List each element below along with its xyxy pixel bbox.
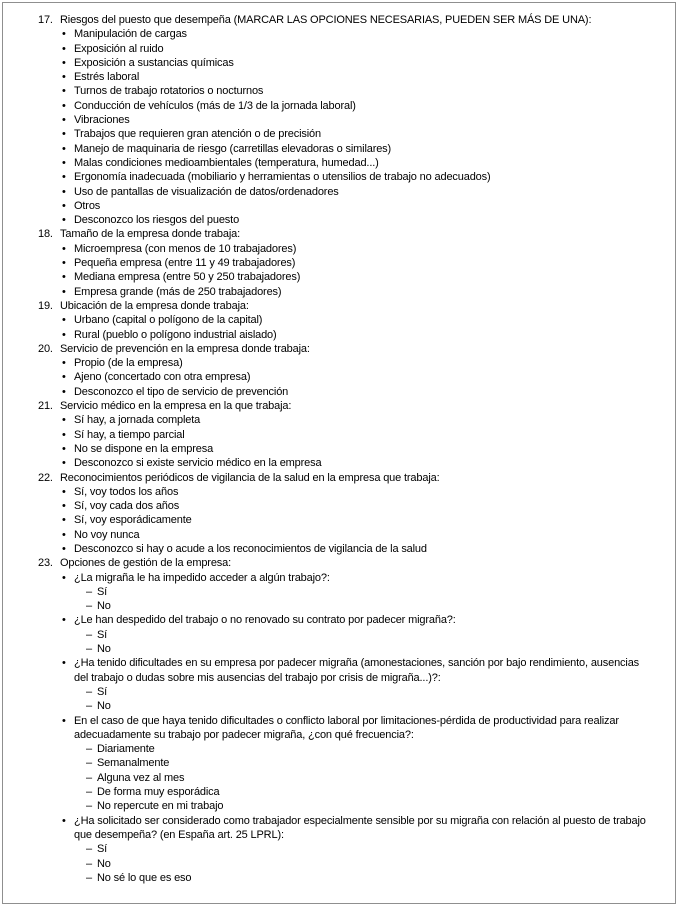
option-row (38, 99, 648, 113)
option-text: ¿Le han despedido del trabajo o no renovado su contrato por padecer migraña?: (74, 614, 456, 627)
sub-option-text: No (97, 700, 111, 713)
option-text: Sí, voy cada dos años (74, 500, 180, 513)
option-row (38, 328, 648, 342)
bullet-icon: • (62, 528, 66, 541)
sub-option-row (38, 585, 648, 599)
option-text: Exposición al ruido (74, 42, 164, 55)
bullet-icon: • (62, 514, 66, 527)
bullet-icon: • (62, 128, 66, 141)
question-row (38, 471, 648, 485)
dash-icon: – (86, 871, 92, 884)
option-row (38, 542, 648, 556)
question-block (38, 471, 648, 557)
bullet-icon: • (62, 214, 66, 227)
option-row (38, 370, 648, 384)
sub-option-row (38, 785, 648, 799)
dash-icon: – (86, 786, 92, 799)
option-row (38, 499, 648, 513)
option-row (38, 156, 648, 170)
bullet-icon: • (62, 28, 66, 41)
sub-option-row (38, 799, 648, 813)
sub-option-text: No (97, 643, 111, 656)
option-text: En el caso de que haya tenido dificultades o conflicto laboral por limitaciones-pérdida de productividad para realizar adecuadamente su trabajo por padecer migraña, ¿con qué frecuencia?: (74, 714, 619, 741)
option-row (38, 613, 648, 627)
question-text: Opciones de gestión de la empresa: (60, 557, 232, 570)
sub-option-row (38, 642, 648, 656)
sub-option-row (38, 599, 648, 613)
sub-option-text: Sí (97, 685, 108, 698)
option-text: Estrés laboral (74, 71, 140, 84)
option-row (38, 356, 648, 370)
question-number: 22. (38, 471, 53, 484)
sub-option-row (38, 685, 648, 699)
option-row (38, 213, 648, 227)
dash-icon: – (86, 685, 92, 698)
bullet-icon: • (62, 542, 66, 555)
option-text: ¿Ha solicitado ser considerado como trabajador especialmente sensible por su migraña con relación al puesto de trabajo que desempeña? (en España art. 25 LPRL): (74, 814, 646, 841)
dash-icon: – (86, 743, 92, 756)
bullet-icon: • (62, 500, 66, 513)
bullet-icon: • (62, 156, 66, 169)
sub-option-text: No (97, 600, 111, 613)
option-text: Manejo de maquinaria de riesgo (carretillas elevadoras o similares) (74, 142, 392, 155)
dash-icon: – (86, 771, 92, 784)
question-text: Servicio médico en la empresa en la que trabaja: (60, 400, 292, 413)
dash-icon: – (86, 585, 92, 598)
option-row (38, 428, 648, 442)
sub-option-text: Alguna vez al mes (97, 771, 185, 784)
option-text: Manipulación de cargas (74, 28, 187, 41)
dash-icon: – (86, 800, 92, 813)
question-number: 23. (38, 557, 53, 570)
bullet-icon: • (62, 457, 66, 470)
sub-option-text: No (97, 857, 111, 870)
bullet-icon: • (62, 428, 66, 441)
sub-option-row (38, 842, 648, 856)
option-text: Turnos de trabajo rotatorios o nocturnos (74, 85, 264, 98)
bullet-icon: • (62, 242, 66, 255)
bullet-icon: • (62, 485, 66, 498)
bullet-icon: • (62, 285, 66, 298)
dash-icon: – (86, 843, 92, 856)
bullet-icon: • (62, 142, 66, 155)
dash-icon: – (86, 628, 92, 641)
sub-option-text: Sí (97, 585, 108, 598)
bullet-icon: • (62, 571, 66, 584)
option-row (38, 242, 648, 256)
sub-option-row (38, 628, 648, 642)
option-text: Otros (74, 199, 101, 212)
sub-option-text: No sé lo que es eso (97, 871, 192, 884)
option-text: Desconozco si existe servicio médico en la empresa (74, 457, 322, 470)
bullet-icon: • (62, 371, 66, 384)
option-text: Conducción de vehículos (más de 1/3 de la jornada laboral) (74, 99, 356, 112)
sub-option-row (38, 871, 648, 885)
option-row (38, 571, 648, 585)
question-list (38, 13, 648, 885)
question-block (38, 399, 648, 470)
option-row (38, 113, 648, 127)
dash-icon: – (86, 757, 92, 770)
bullet-icon: • (62, 257, 66, 270)
bullet-icon: • (62, 42, 66, 55)
bullet-icon: • (62, 71, 66, 84)
option-text: Mediana empresa (entre 50 y 250 trabajadores) (74, 271, 301, 284)
option-row (38, 413, 648, 427)
option-row (38, 285, 648, 299)
option-row (38, 456, 648, 470)
bullet-icon: • (62, 614, 66, 627)
option-row (38, 42, 648, 56)
option-row (38, 528, 648, 542)
question-row (38, 399, 648, 413)
question-block (38, 13, 648, 227)
bullet-icon: • (62, 657, 66, 670)
dash-icon: – (86, 700, 92, 713)
bullet-icon: • (62, 814, 66, 827)
sub-option-row (38, 699, 648, 713)
question-row (38, 13, 648, 27)
option-row (38, 170, 648, 184)
option-text: Sí hay, a tiempo parcial (74, 428, 185, 441)
sub-option-text: Semanalmente (97, 757, 170, 770)
option-row (38, 27, 648, 41)
option-text: Ajeno (concertado con otra empresa) (74, 371, 251, 384)
bullet-icon: • (62, 185, 66, 198)
option-text: Trabajos que requieren gran atención o de precisión (74, 128, 321, 141)
bullet-icon: • (62, 442, 66, 455)
option-text: Sí, voy todos los años (74, 485, 179, 498)
question-row (38, 227, 648, 241)
sub-option-row (38, 756, 648, 770)
bullet-icon: • (62, 171, 66, 184)
option-text: Propio (de la empresa) (74, 357, 183, 370)
bullet-icon: • (62, 99, 66, 112)
question-text: Ubicación de la empresa donde trabaja: (60, 299, 249, 312)
question-block (38, 299, 648, 342)
question-text: Tamaño de la empresa donde trabaja: (60, 228, 241, 241)
option-row (38, 814, 648, 843)
option-row (38, 256, 648, 270)
sub-option-text: Diariamente (97, 743, 155, 756)
option-text: Empresa grande (más de 250 trabajadores) (74, 285, 282, 298)
question-row (38, 342, 648, 356)
option-text: Pequeña empresa (entre 11 y 49 trabajadores) (74, 257, 296, 270)
option-text: Desconozco el tipo de servicio de prevención (74, 385, 289, 398)
option-text: Urbano (capital o polígono de la capital) (74, 314, 263, 327)
option-row (38, 199, 648, 213)
bullet-icon: • (62, 385, 66, 398)
option-text: Sí hay, a jornada completa (74, 414, 201, 427)
question-block (38, 556, 648, 885)
option-text: No se dispone en la empresa (74, 442, 214, 455)
bullet-icon: • (62, 357, 66, 370)
question-text: Servicio de prevención en la empresa donde trabaja: (60, 342, 310, 355)
sub-option-text: Sí (97, 628, 108, 641)
question-block (38, 342, 648, 399)
question-text: Reconocimientos periódicos de vigilancia de la salud en la empresa que trabaja: (60, 471, 440, 484)
sub-option-text: De forma muy esporádica (97, 786, 220, 799)
option-text: No voy nunca (74, 528, 140, 541)
bullet-icon: • (62, 199, 66, 212)
option-text: Microempresa (con menos de 10 trabajadores) (74, 242, 297, 255)
option-text: Ergonomía inadecuada (mobiliario y herramientas o utensilios de trabajo no adecuados) (74, 171, 491, 184)
sub-option-text: Sí (97, 843, 108, 856)
bullet-icon: • (62, 314, 66, 327)
bullet-icon: • (62, 85, 66, 98)
option-row (38, 127, 648, 141)
option-row (38, 656, 648, 685)
question-number: 20. (38, 342, 53, 355)
dash-icon: – (86, 600, 92, 613)
question-row (38, 299, 648, 313)
option-text: ¿Ha tenido dificultades en su empresa por padecer migraña (amonestaciones, sanción por bajo rendimiento, ausencias del trabajo o dudas sobre mis ausencias del trabajo por crisis de migraña...)?: (74, 657, 640, 684)
sub-option-text: No repercute en mi trabajo (97, 800, 224, 813)
question-number: 19. (38, 299, 53, 312)
option-row (38, 485, 648, 499)
option-text: Desconozco si hay o acude a los reconocimientos de vigilancia de la salud (74, 542, 427, 555)
option-text: Uso de pantallas de visualización de datos/ordenadores (74, 185, 339, 198)
option-text: Exposición a sustancias químicas (74, 56, 234, 69)
question-number: 17. (38, 14, 53, 26)
option-text: Sí, voy esporádicamente (74, 514, 192, 527)
bullet-icon: • (62, 271, 66, 284)
option-text: Rural (pueblo o polígono industrial aislado) (74, 328, 277, 341)
option-text: ¿La migraña le ha impedido acceder a algún trabajo?: (74, 571, 330, 584)
option-row (38, 442, 648, 456)
option-row (38, 56, 648, 70)
option-row (38, 513, 648, 527)
question-text: Riesgos del puesto que desempeña (MARCAR LAS OPCIONES NECESARIAS, PUEDEN SER MÁS DE UNA): (60, 14, 592, 26)
sub-option-row (38, 857, 648, 871)
bullet-icon: • (62, 328, 66, 341)
option-row (38, 270, 648, 284)
option-row (38, 70, 648, 84)
question-number: 18. (38, 228, 53, 241)
bullet-icon: • (62, 714, 66, 727)
option-row (38, 84, 648, 98)
option-row (38, 313, 648, 327)
dash-icon: – (86, 857, 92, 870)
question-number: 21. (38, 400, 53, 413)
option-row (38, 142, 648, 156)
option-text: Desconozco los riesgos del puesto (74, 214, 240, 227)
option-row (38, 714, 648, 743)
option-text: Vibraciones (74, 114, 130, 127)
question-block (38, 227, 648, 298)
option-text: Malas condiciones medioambientales (temperatura, humedad...) (74, 156, 379, 169)
option-row (38, 185, 648, 199)
bullet-icon: • (62, 114, 66, 127)
sub-option-row (38, 742, 648, 756)
dash-icon: – (86, 643, 92, 656)
bullet-icon: • (62, 56, 66, 69)
bullet-icon: • (62, 414, 66, 427)
question-row (38, 556, 648, 570)
sub-option-row (38, 771, 648, 785)
option-row (38, 385, 648, 399)
